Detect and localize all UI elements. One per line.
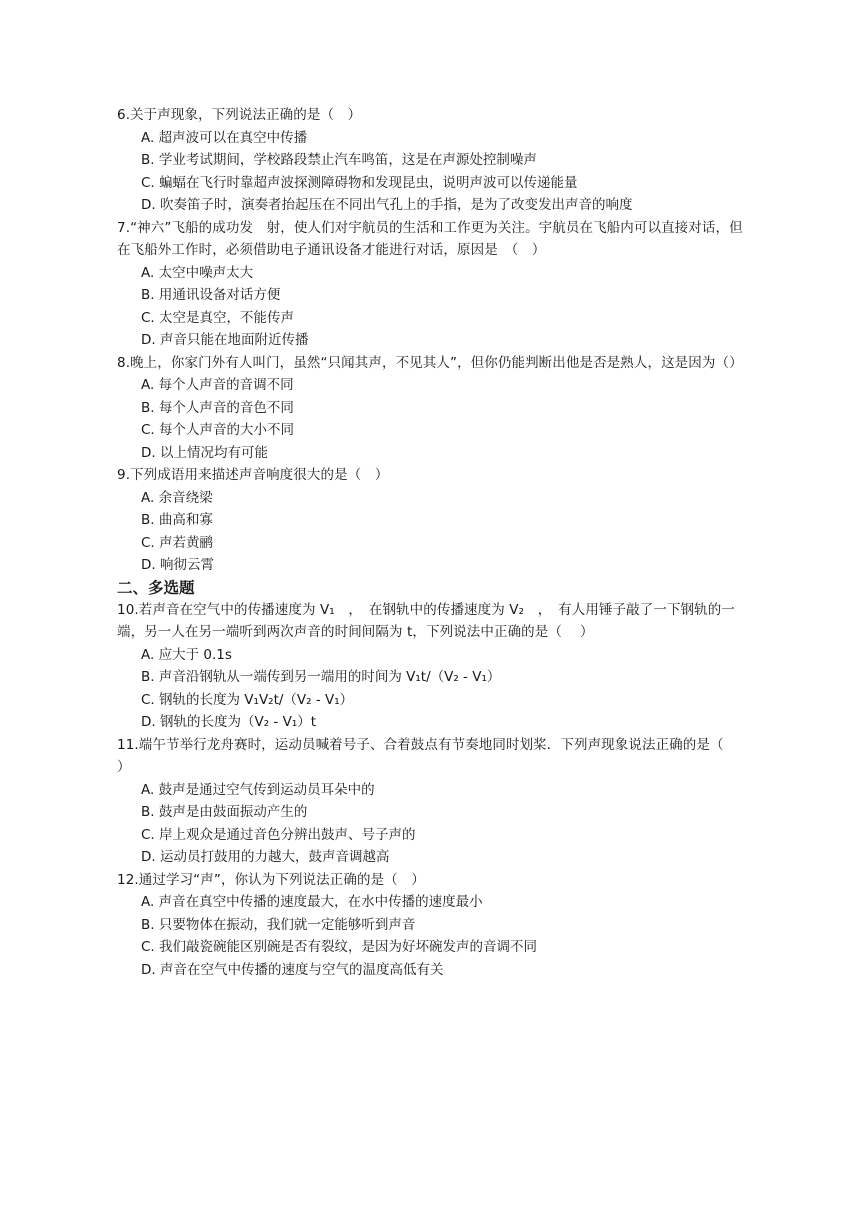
answer-option: B. 学业考试期间，学校路段禁止汽车鸣笛，这是在声源处控制噪声 xyxy=(141,152,537,168)
section-title: 二、多选题 xyxy=(117,578,195,597)
answer-option: D. 声音只能在地面附近传播 xyxy=(141,332,309,348)
question-block xyxy=(117,599,743,734)
answer-option: C. 我们敲瓷碗能区别碗是否有裂纹，是因为好坏碗发声的音调不同 xyxy=(141,939,538,955)
question-block xyxy=(117,217,743,352)
question-stem: 11.端午节举行龙舟赛时，运动员喊着号子、合着鼓点有节奏地同时划桨．下列声现象说法正确的是（ ） xyxy=(117,736,742,775)
answer-option: D. 响彻云霄 xyxy=(141,557,214,573)
answer-option: B. 鼓声是由鼓面振动产生的 xyxy=(141,804,308,820)
question-list xyxy=(117,104,743,981)
multiple-choice-questions xyxy=(117,599,743,982)
answer-option: C. 声若黄鹂 xyxy=(141,534,214,551)
answer-option: A. 声音在真空中传播的速度最大，在水中传播的速度最小 xyxy=(141,894,483,910)
answer-option: D. 吹奏笛子时，演奏者抬起压在不同出气孔上的手指，是为了改变发出声音的响度 xyxy=(141,197,633,213)
answer-option: D. 以上情况均有可能 xyxy=(141,444,268,461)
question-stem: 6.关于声现象，下列说法正确的是（ ） xyxy=(117,107,362,123)
answer-option: C. 钢轨的长度为 V₁V₂t/（V₂ - V₁） xyxy=(141,691,354,708)
answer-option: D. 运动员打鼓用的力越大，鼓声音调越高 xyxy=(141,849,390,865)
answer-option: B. 声音沿钢轨从一端传到另一端用的时间为 V₁t/（V₂ - V₁） xyxy=(141,669,501,685)
answer-option: B. 只要物体在振动，我们就一定能够听到声音 xyxy=(141,916,416,933)
question-stem: 10.若声音在空气中的传播速度为 V₁ ， 在钢轨中的传播速度为 V₂ ， 有人用锤子敲了一下钢轨的一端，另一人在另一端听到两次声音的时间间隔为 t，下列说法中正确的是（ ） xyxy=(117,601,735,640)
answer-option: A. 应大于 0.1s xyxy=(141,646,232,663)
answer-option: C. 太空是真空，不能传声 xyxy=(141,309,295,326)
question-block xyxy=(117,104,743,217)
question-stem: 12.通过学习“声”，你认为下列说法正确的是（ ） xyxy=(117,871,425,888)
answer-option: D. 声音在空气中传播的速度与空气的温度高低有关 xyxy=(141,961,444,978)
answer-option: C. 岸上观众是通过音色分辨出鼓声、号子声的 xyxy=(141,826,416,843)
answer-option: D. 钢轨的长度为（V₂ - V₁）t xyxy=(141,714,317,730)
answer-option: B. 每个人声音的音色不同 xyxy=(141,399,294,416)
question-stem: 7.“神六”飞船的成功发 射，使人们对宇航员的生活和工作更为关注。宇航员在飞船内可以直接对话，但在飞船外工作时，必须借助电子通讯设备才能进行对话，原因是 （ ） xyxy=(117,219,743,258)
question-stem: 9.下列成语用来描述声音响度很大的是（ ） xyxy=(117,467,389,483)
question-stem: 8.晚上，你家门外有人叫门，虽然“只闻其声，不见其人”，但你仍能判断出他是否是熟人，这是因为（） xyxy=(117,354,743,371)
answer-option: A. 每个人声音的音调不同 xyxy=(141,377,294,393)
question-block xyxy=(117,464,743,577)
question-block xyxy=(117,869,743,982)
question-block xyxy=(117,734,743,869)
question-block xyxy=(117,352,743,465)
answer-option: B. 用通讯设备对话方便 xyxy=(141,287,281,303)
answer-option: A. 太空中噪声太大 xyxy=(141,264,254,281)
answer-option: A. 余音绕梁 xyxy=(141,489,213,506)
answer-option: A. 超声波可以在真空中传播 xyxy=(141,129,308,146)
answer-option: C. 蝙蝠在飞行时靠超声波探测障碍物和发现昆虫，说明声波可以传递能量 xyxy=(141,174,578,191)
answer-option: B. 曲高和寡 xyxy=(141,512,213,528)
answer-option: A. 鼓声是通过空气传到运动员耳朵中的 xyxy=(141,781,375,798)
answer-option: C. 每个人声音的大小不同 xyxy=(141,422,295,438)
single-choice-questions xyxy=(117,104,743,577)
